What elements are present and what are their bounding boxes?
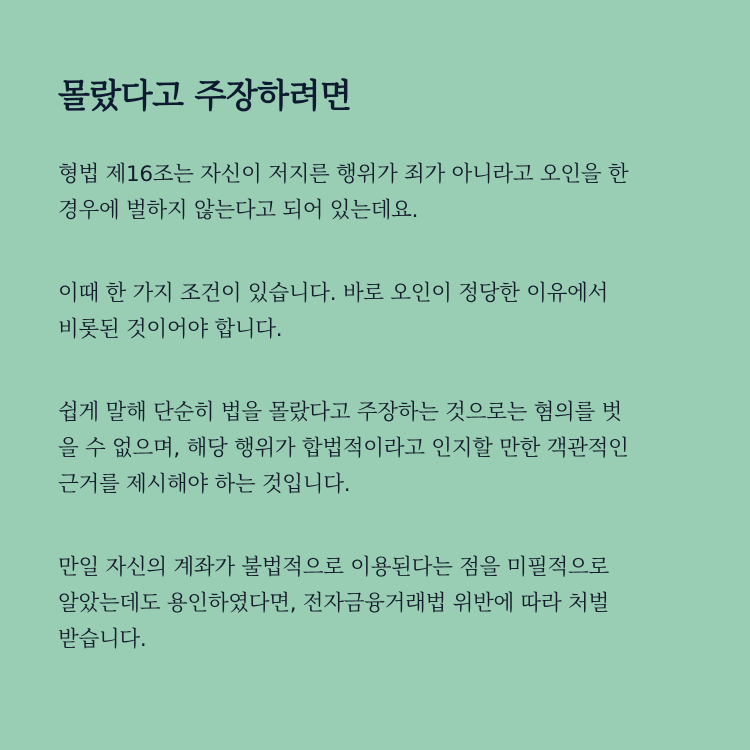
paragraph-condition xyxy=(58,276,710,348)
paragraph-line: 쉽게 말해 단순히 법을 몰랐다고 주장하는 것으로는 혐의를 벗 xyxy=(58,400,623,425)
paragraph-legal-basis xyxy=(58,157,710,229)
paragraph-line: 비롯된 것이어야 합니다. xyxy=(58,317,283,342)
paragraph-explanation xyxy=(58,395,710,503)
paragraph-line: 받습니다. xyxy=(58,627,147,652)
paragraph-penalty xyxy=(58,550,710,658)
paragraph-line: 근거를 제시해야 하는 것입니다. xyxy=(58,472,351,497)
paragraph-line: 을 수 없으며, 해당 행위가 합법적이라고 인지할 만한 객관적인 xyxy=(58,436,629,461)
paragraph-line: 만일 자신의 계좌가 불법적으로 이용된다는 점을 미필적으로 xyxy=(58,555,609,580)
paragraph-line: 형법 제16조는 자신이 저지른 행위가 죄가 아니라고 오인을 한 xyxy=(58,162,629,187)
page-title: 몰랐다고 주장하려면 xyxy=(58,76,352,115)
paragraph-line: 경우에 벌하지 않는다고 되어 있는데요. xyxy=(58,198,419,223)
article-body xyxy=(58,157,710,658)
paragraph-line: 이때 한 가지 조건이 있습니다. 바로 오인이 정당한 이유에서 xyxy=(58,281,609,306)
paragraph-line: 알았는데도 용인하였다면, 전자금융거래법 위반에 따라 처벌 xyxy=(58,591,609,616)
